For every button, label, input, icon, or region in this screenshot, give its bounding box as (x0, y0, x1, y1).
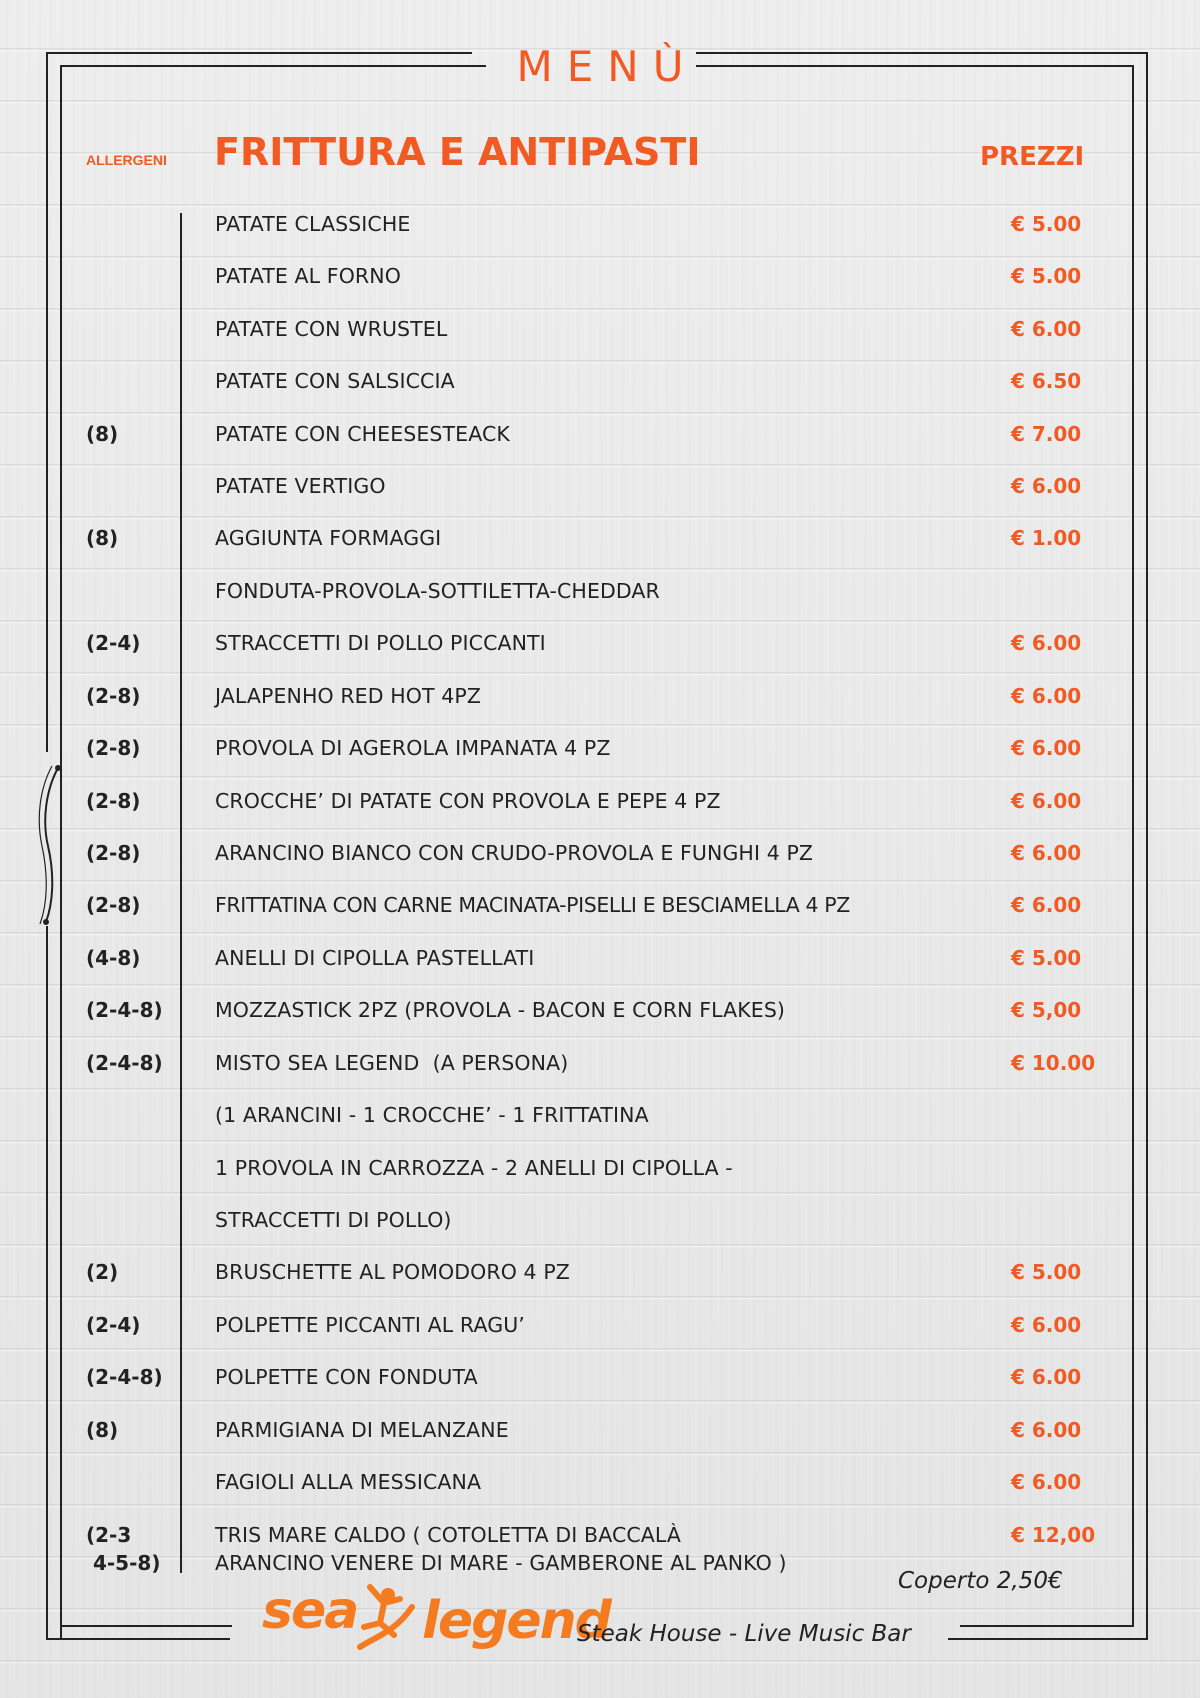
item-allergens: (8) (86, 526, 119, 550)
item-allergens: (2) (86, 1260, 119, 1284)
frame-outer-bottom-right (948, 1638, 1148, 1640)
item-name: BRUSCHETTE AL POMODORO 4 PZ (215, 1260, 570, 1284)
item-name: PATATE CON CHEESESTEACK (215, 422, 510, 446)
item-name: POLPETTE CON FONDUTA (215, 1365, 478, 1389)
item-price: € 6.50 (1011, 369, 1082, 393)
item-name: MOZZASTICK 2PZ (PROVOLA - BACON E CORN FLAKES) (215, 998, 786, 1022)
menu-item (0, 629, 1200, 681)
item-allergens: (2-8) (86, 841, 141, 865)
menu-item (0, 1049, 1200, 1101)
menu-item (0, 682, 1200, 734)
item-name: STRACCETTI DI POLLO PICCANTI (215, 631, 546, 655)
item-price: € 5,00 (1011, 998, 1082, 1022)
item-allergens: (2-4) (86, 1313, 141, 1337)
menu-item (0, 472, 1200, 524)
item-name: PATATE VERTIGO (215, 474, 386, 498)
item-allergens: (2-4-8) (86, 998, 163, 1022)
item-name: STRACCETTI DI POLLO) (215, 1208, 452, 1232)
logo-word-legend: legend (422, 1591, 610, 1651)
menu-item (0, 210, 1200, 262)
menu-item (0, 1363, 1200, 1415)
menu-item (0, 1311, 1200, 1363)
menu-item (0, 262, 1200, 314)
item-price: € 6.00 (1011, 474, 1082, 498)
item-name: ANELLI DI CIPOLLA PASTELLATI (215, 946, 535, 970)
item-price: € 5.00 (1011, 946, 1082, 970)
tagline: Steak House - Live Music Bar (577, 1621, 911, 1647)
item-name: PATATE AL FORNO (215, 264, 401, 288)
item-allergens: (8) (86, 1418, 119, 1442)
menu-item (0, 1258, 1200, 1310)
item-price: € 6.00 (1011, 631, 1082, 655)
item-price: € 1.00 (1011, 526, 1082, 550)
item-price: € 6.00 (1011, 1365, 1082, 1389)
menu-item (0, 996, 1200, 1048)
item-allergens: (2-4-8) (86, 1051, 163, 1075)
frame-inner-bottom-right (960, 1625, 1134, 1627)
item-allergens: (2-8) (86, 789, 141, 813)
item-name: FRITTATINA CON CARNE MACINATA-PISELLI E BESCIAMELLA 4 PZ (215, 893, 850, 917)
item-allergens: (2-8) (86, 684, 141, 708)
menu-item (0, 367, 1200, 419)
item-price: € 12,00 (1011, 1523, 1096, 1547)
item-price: € 10.00 (1011, 1051, 1096, 1075)
allergeni-header: ALLERGENI (86, 152, 167, 168)
item-price: € 5.00 (1011, 1260, 1082, 1284)
item-allergens: (8) (86, 422, 119, 446)
item-allergens: (2-8) (86, 893, 141, 917)
coperto-note: Coperto 2,50€ (898, 1568, 1063, 1594)
item-price: € 6.00 (1011, 317, 1082, 341)
item-price: € 7.00 (1011, 422, 1082, 446)
item-name: AGGIUNTA FORMAGGI (215, 526, 442, 550)
menu-item (0, 1468, 1200, 1520)
item-price: € 6.00 (1011, 841, 1082, 865)
frame-inner-bottom-left (60, 1625, 232, 1627)
item-name: PROVOLA DI AGEROLA IMPANATA 4 PZ (215, 736, 611, 760)
menu-item-detail (0, 1154, 1200, 1206)
frame-outer-bottom-left (46, 1638, 230, 1640)
item-allergens: (2-3 4-5-8) (86, 1523, 161, 1575)
item-name: PATATE CLASSICHE (215, 212, 411, 236)
item-price: € 6.00 (1011, 893, 1082, 917)
item-price: € 5.00 (1011, 212, 1082, 236)
menu-item (0, 944, 1200, 996)
menu-item (0, 315, 1200, 367)
logo-word-sea: sea (262, 1581, 358, 1641)
item-name: POLPETTE PICCANTI AL RAGU’ (215, 1313, 525, 1337)
menu-item (0, 891, 1200, 943)
item-name: ARANCINO BIANCO CON CRUDO-PROVOLA E FUNGHI 4 PZ (215, 841, 814, 865)
item-price: € 6.00 (1011, 684, 1082, 708)
menu-item-detail (0, 1101, 1200, 1153)
menu-item (0, 839, 1200, 891)
item-name: FONDUTA-PROVOLA-SOTTILETTA-CHEDDAR (215, 579, 660, 603)
item-name: FAGIOLI ALLA MESSICANA (215, 1470, 482, 1494)
item-name: PATATE CON SALSICCIA (215, 369, 455, 393)
item-allergens: (2-8) (86, 736, 141, 760)
menu-title: MENÙ (516, 42, 698, 91)
item-price: € 6.00 (1011, 1418, 1082, 1442)
menu-item (0, 524, 1200, 576)
menu-item (0, 1416, 1200, 1468)
menu-item-detail (0, 1206, 1200, 1258)
item-allergens: (4-8) (86, 946, 141, 970)
item-price: € 6.00 (1011, 736, 1082, 760)
section-title: FRITTURA E ANTIPASTI (214, 130, 701, 174)
menu-item (0, 420, 1200, 472)
item-name: JALAPENHO RED HOT 4PZ (215, 684, 481, 708)
item-price: € 5.00 (1011, 264, 1082, 288)
item-name: MISTO SEA LEGEND (A PERSONA) (215, 1051, 569, 1075)
menu-item-detail (0, 577, 1200, 629)
item-price: € 6.00 (1011, 1470, 1082, 1494)
prezzi-header: PREZZI (980, 142, 1085, 172)
item-name: 1 PROVOLA IN CARROZZA - 2 ANELLI DI CIPOLLA - (215, 1156, 733, 1180)
item-name: CROCCHE’ DI PATATE CON PROVOLA E PEPE 4 PZ (215, 789, 721, 813)
menu-item (0, 734, 1200, 786)
menu-item (0, 787, 1200, 839)
item-price: € 6.00 (1011, 1313, 1082, 1337)
item-name: TRIS MARE CALDO ( COTOLETTA DI BACCALÀ ARANCINO VENERE DI MARE - GAMBERONE AL PANKO ) (215, 1523, 787, 1575)
item-allergens: (2-4) (86, 631, 141, 655)
sea-legend-logo (262, 1577, 610, 1662)
item-price: € 6.00 (1011, 789, 1082, 813)
item-name: PATATE CON WRUSTEL (215, 317, 448, 341)
item-name: PARMIGIANA DI MELANZANE (215, 1418, 509, 1442)
surfer-icon (350, 1577, 420, 1662)
item-allergens: (2-4-8) (86, 1365, 163, 1389)
item-name: (1 ARANCINI - 1 CROCCHE’ - 1 FRITTATINA (215, 1103, 649, 1127)
